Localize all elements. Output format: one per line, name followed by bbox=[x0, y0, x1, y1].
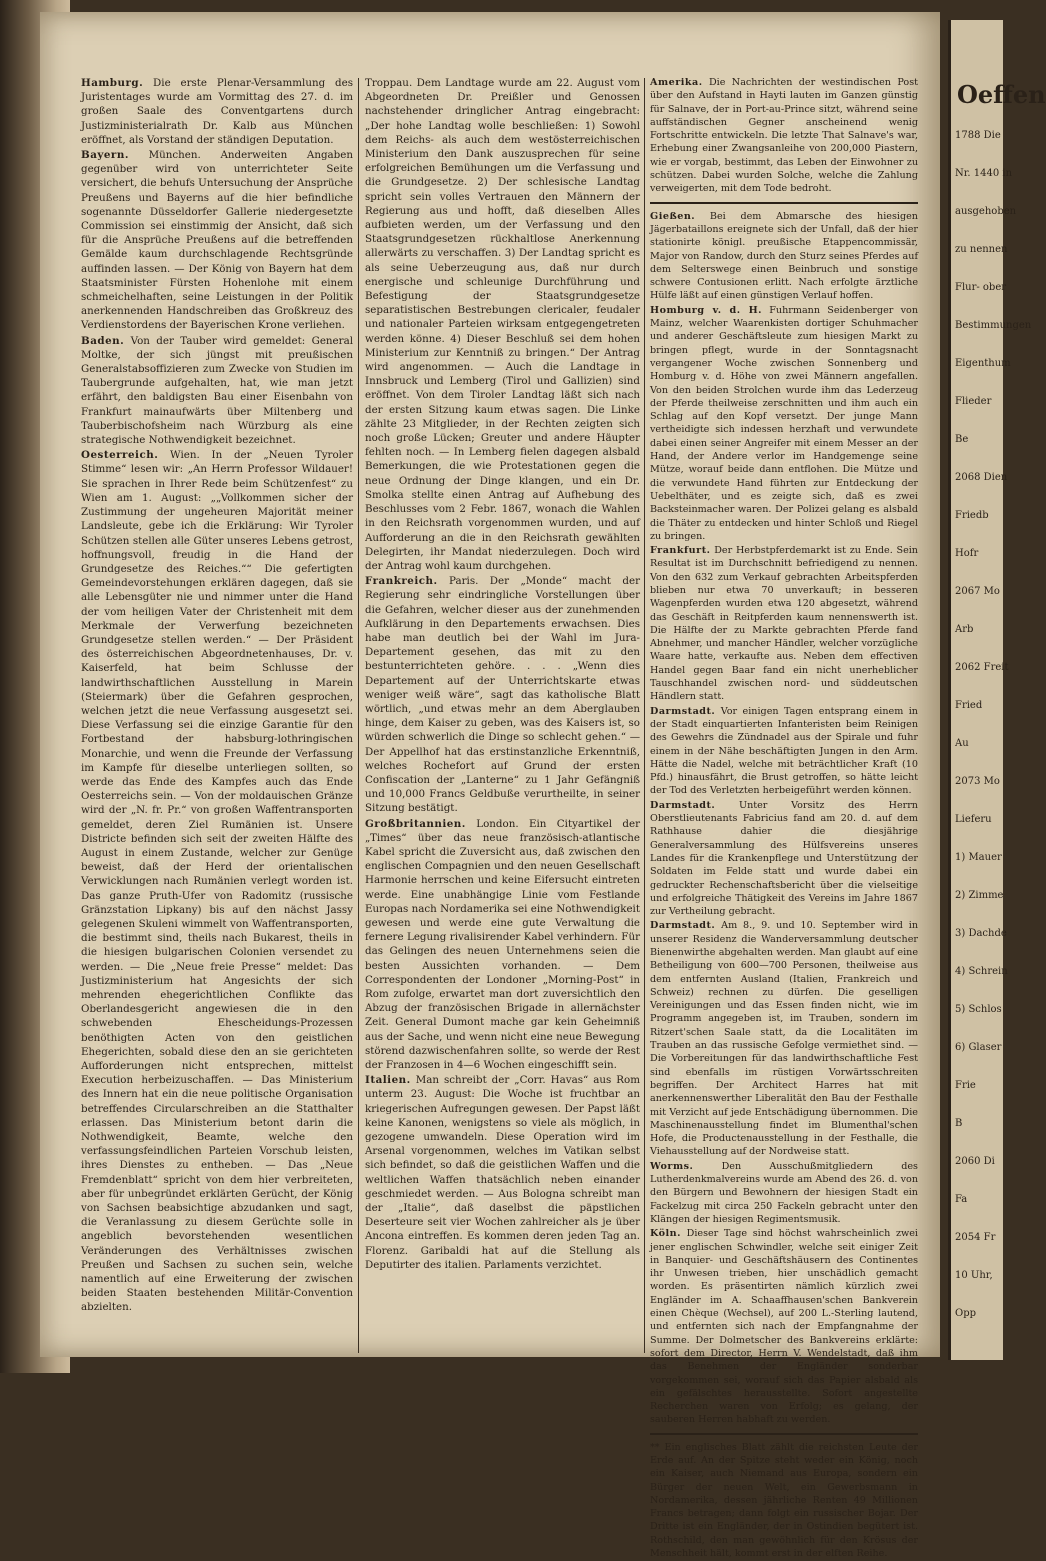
facing-page-line: Fried bbox=[955, 700, 983, 711]
article-text: München. Anderweiten Angaben gegenüber wird von unterrichteter Seite versichert, die behufs Untersuchung der Ansprüche Preußens und Bayerns auf die hier befindliche sogenannte Düsseldorfer Gallerie niedergesetzte Commission sei einstimmig der Ansicht, daß sich für die Ansprüche Preußens auf die betreffenden Gemälde kaum durchschlagende Rechtsgründe auffinden lassen. — Der König von Bayern hat dem Staatsminister Fürsten Hohenlohe mit einem schmeichelhaften, seine Leistungen in der Politik anerkennenden Handschreiben das Großkreuz des Verdienstordens der Bayerischen Krone verliehen. bbox=[81, 149, 353, 332]
article-text: London. Ein Cityartikel der „Times“ über das neue französisch-atlantische Kabel spricht die Zuversicht aus, daß zwischen den englischen Compagnien und den neuen Gesellschaft Harmonie herrschen und keine Eifersucht eintreten werde. Eine unabhängige Linie vom Festlande Europas nach Nordamerika sei eine Nothwendigkeit gewesen und werde eine gute Verwaltung die fernere Legung rivalisirender Kabel verhindern. Für das Gelingen des neuen Unternehmens seien die besten Aussichten vorhanden. — Dem Correspondenten der Londoner „Morning-Post“ in Rom zufolge, erwartet man dort zuversichtlich den Abzug der französischen Brigade in allernächster Zeit. General Dumont mache gar kein Geheimniß aus der Sache, und wenn nicht eine neue Bewegung störend dazwischenfahren sollte, so werde der Rest der Franzosen in 4—6 Wochen eingeschifft sein. bbox=[365, 817, 640, 1072]
facing-page-line: Opp bbox=[955, 1308, 977, 1319]
article-text: Der Herbstpferdemarkt ist zu Ende. Sein Resultat ist im Durchschnitt befriedigend zu nennen. Von den 632 zum Verkauf gebrachten Arbeitspferden blieben nur etwa 70 unverkauft; in besseren Wagenpferden wurden etwa 120 abgesetzt, während das Geschäft in Reitpferden kaum nennenswerth ist. Die Hälfte der zu Markte gebrachten Pferde fand Abnehmer, und mancher Händler, welcher vorzügliche Waare hatte, verkaufte aus. Neben dem effectiven Handel gegen Baar fand ein nicht unerheblicher Tauschhandel zwischen nord- und süddeutschen Händlern statt. bbox=[650, 545, 918, 703]
facing-page-line: Lieferu bbox=[955, 814, 992, 825]
article-text: Den Ausschußmitgliedern des Lutherdenkmalvereins wurde am Abend des 26. d. von den Bürgern und Bewohnern der hiesigen Stadt ein Fackelzug mit circa 250 Fackeln gebracht unter den Klängen der hiesigen Regimentsmusik. bbox=[650, 1160, 918, 1225]
article-paragraph bbox=[81, 448, 353, 1314]
facing-page-line: 5) Schlos bbox=[955, 1004, 1002, 1015]
facing-page-line: B bbox=[955, 1118, 963, 1129]
facing-page-line: 6) Glaser bbox=[955, 1042, 1002, 1053]
article-text: Wien. In der „Neuen Tyroler Stimme“ lesen wir: „An Herrn Professor Wildauer! Sie sprachen in Ihrer Rede beim Schützenfest“ zu Wien am 1. August: „„Vollkommen sicher der Zustimmung der ungeheuren Majorität meiner Landsleute, gebe ich die Erklärung: Wir Tyroler Schützen stellen alle Güter unseres Lebens getrost, hoffnungsvoll, freudig in die Hand der Grundgesetze des Reiches.““ Die gefertigten Gemeindevorstehungen erklären dagegen, daß sie alle Lebensgüter nie und nimmer unter die Hand der vom heiligen Vater der Christenheit mit dem Merkmale der Verwerfung bezeichneten Grundgesetze stellen werden.“ — Der Präsident des österreichischen Abgeordnetenhauses, Dr. v. Kaiserfeld, hat beim Schlusse der landwirthschaftlichen Ausstellung in Marein (Steiermark) über die Gefahren gesprochen, welchen jetzt die neue Verfassung ausgesetzt sei. Diese Verfassung sei die einzige Garantie für den Fortbestand der habsburg-lothringischen Monarchie, und wenn die Freunde der Verfassung im Kampfe für dieselbe unterliegen sollten, so werde das Ende des Kampfes auch das Ende Oesterreichs sein. — Von der moldauischen Gränze wird der „N. fr. Pr.“ von großen Waffentransporten gemeldet, deren Ziel Rumänien ist. Unsere Districte befinden sich seit der zweiten Hälfte des August in einem Zustande, welcher zur Genüge beweist, daß der Herd der orientalischen Verwicklungen nach Rumänien verlegt worden ist. Das ganze Pruth-Ufer von Radomitz (russische Gränzstation Lipkany) bis auf den nächst Jassy gelegenen Skuleni wimmelt von Waffentransporten, die bestimmt sind, theils nach Bukarest, theils in die hiesigen bulgarischen Colonien versendet zu werden. — Die „Neue freie Presse“ meldet: Das Justizministerium hat Angesichts der sich mehrenden ehegerichtlichen Conflikte das Oberlandesgericht angewiesen die in den schwebenden Ehescheidungs-Prozessen benöthigten Acten von den geistlichen Ehegerichten, sobald diese den an sie gerichteten Aufforderungen nicht entsprechen, mittelst Execution herbeizuschaffen. — Das Ministerium des Innern hat ein die neue politische Organisation betreffendes Circularschreiben an die Statthalter erlassen. Das Ministerium betont darin die Nothwendigkeit, Beamte, welche den verfassungsfeindlichen Parteien Vorschub leisten, ihres Dienstes zu entheben. — Das „Neue Fremdenblatt“ spricht von dem hier verbreiteten, aber für unbegründet erklärten Gerücht, der König von Sachsen beabsichtige abzudanken und sagt, die Veranlassung zu diesem Gerüchte solle in angeblich bevorstehenden wesentlichen Veränderungen des Verhältnisses zwischen Preußen und Sachsen zu suchen sein, welche namentlich auf eine Erweiterung der zwischen beiden Staaten bestehenden Militär-Convention abzielten. bbox=[81, 449, 353, 1314]
facing-page-line: Frie bbox=[955, 1080, 976, 1091]
facing-page-heading: Oeffen bbox=[957, 80, 1046, 109]
article-paragraph bbox=[650, 76, 918, 196]
column-1 bbox=[81, 76, 353, 1316]
column-rule-2 bbox=[644, 78, 645, 1353]
article-paragraph bbox=[650, 1227, 918, 1426]
article-paragraph bbox=[365, 1073, 640, 1272]
facing-page-line: 2) Zimme bbox=[955, 890, 1004, 901]
article-text: Vor einigen Tagen entsprang einem in der Stadt einquartierten Infanteristen beim Reinigen des Gewehrs die Zündnadel aus der Spirale und fuhr einem in der Nähe beschäftigten Jungen in den Arm. Hätte die Nadel, welche mit beträchtlicher Kraft (10 Pfd.) hinausfährt, die Brust getroffen, so hätte leicht der Tod des Verletzten herbeigeführt werden können. bbox=[650, 705, 918, 797]
article-text: ** Ein englisches Blatt zählt die reichsten Leute der Erde auf. An der Spitze steht weder ein König, noch ein Kaiser, auch Niemand aus Europa, sondern ein Bürger der neuen Welt, ein Gewerbsmann in Nordamerika, dessen jährliche Renten 49 Millionen Francs betragen; dann folgt ein russischer Bojar. Der Dritte ist ein Engländer, der in Ostindien begütert ist. Rothschild, den man gewöhnlich für den Krösus der Menschheit hält, kommt erst in der elften Reihe. bbox=[650, 1441, 918, 1560]
article-heading: Gießen. bbox=[650, 210, 696, 222]
column-rule-1 bbox=[358, 78, 359, 1353]
facing-page-line: Hofr bbox=[955, 548, 979, 559]
article-paragraph bbox=[650, 919, 918, 1158]
facing-page-line: 2067 Mo bbox=[955, 586, 1000, 597]
article-heading: Oesterreich. bbox=[81, 449, 159, 462]
article-heading: Bayern. bbox=[81, 149, 129, 162]
article-heading: Italien. bbox=[365, 1074, 411, 1087]
facing-page-line: ausgehoben bbox=[955, 206, 1017, 217]
section-divider bbox=[650, 202, 918, 204]
article-heading: Worms. bbox=[650, 1160, 694, 1172]
facing-page-line: 2054 Fr bbox=[955, 1232, 996, 1243]
article-heading: Großbritannien. bbox=[365, 817, 466, 830]
facing-page-line: Flur- ober bbox=[955, 282, 1007, 293]
article-text: Die erste Plenar-Versammlung des Juristentages wurde am Vormittag des 27. d. im großen Saale des Conventgartens durch Justizministerialrath Dr. Kalb aus München eröffnet, als Vorstand der ständigen Deputation. bbox=[81, 77, 353, 146]
article-paragraph bbox=[650, 544, 918, 704]
article-paragraph bbox=[365, 574, 640, 815]
article-paragraph bbox=[650, 1441, 918, 1561]
facing-page-line: Fa bbox=[955, 1194, 968, 1205]
facing-page-line: 2062 Freit bbox=[955, 662, 1009, 673]
facing-page-line: 3) Dachde bbox=[955, 928, 1007, 939]
article-text: Am 8., 9. und 10. September wird in unserer Residenz die Wanderversammlung deutscher Bienenwirthe abgehalten werden. Man glaubt auf eine Betheiligung von 600—700 Personen, theilweise aus dem entfernten Ausland (Italien, Frankreich und Schweiz) rechnen zu dürfen. Die geselligen Vereinigungen und das Essen finden nicht, wie im Programm angegeben ist, im Trauben, sondern im Ritzert'schen Saale statt, da die Localitäten im Trauben an das russische Gefolge vermiethet sind. — Die Vorbereitungen für das landwirthschaftliche Fest sind ebenfalls im rüstigen Vorwärtsschreiten begriffen. Der Architect Harres hat mit anerkennenswerther Liberalität den Bau der Festhalle mit Verzicht auf jede Entschädigung übernommen. Die Maschinenausstellung findet im Blumenthal'schen Hofe, die Productenausstellung in der Festhalle, die Viehausstellung auf der Nordweise statt. bbox=[650, 920, 918, 1158]
facing-page-line: 2060 Di bbox=[955, 1156, 995, 1167]
article-heading: Darmstadt. bbox=[650, 705, 716, 717]
facing-page-line: 2073 Mo bbox=[955, 776, 1000, 787]
article-paragraph bbox=[650, 1160, 918, 1226]
article-text: Von der Tauber wird gemeldet: General Moltke, der sich jüngst mit preußischen Generalstabsoffizieren zum Zwecke von Studien im Taubergrunde aufgehalten, hat, wie man jetzt erfährt, den baldigsten Bau einer Eisenbahn von Frankfurt mainaufwärts über Miltenberg und Tauberbischofsheim nach Würzburg als eine strategische Nothwendigkeit bezeichnet. bbox=[81, 334, 354, 447]
facing-page-line: Be bbox=[955, 434, 969, 445]
facing-page-line: Au bbox=[955, 738, 969, 749]
article-text: Bei dem Abmarsche des hiesigen Jägerbataillons ereignete sich der Unfall, daß der hier stationirte königl. preußische Etappencommissär, Major von Randow, durch den Sturz seines Pferdes auf dem Selterswege einen Beinbruch und sonstige schwere Contusionen erlitt. Nach erfolgte ärztliche Hülfe läßt auf einen günstigen Verlauf hoffen. bbox=[650, 210, 918, 302]
article-text: Dieser Tage sind höchst wahrscheinlich zwei jener englischen Schwindler, welche seit einiger Zeit in Banquier- und Geschäftshäusern des Continentes ihr Unwesen trieben, hier unschädlich gemacht worden. Es präsentirten nämlich kürzlich zwei Engländer im A. Schaaffhausen'schen Bankverein einen Chèque (Wechsel), auf 200 L.-Sterling lautend, und entfernten sich nach der Empfangnahme der Summe. Der Dolmetscher des Bankvereins erklärte: sofort dem Director, Herrn V. Wendelstadt, daß ihm das Benehmen der Engländer sonderbar vorgekommen sei, worauf sich das Papier alsbald als ein gefälschtes herausstellte. Sofort angestellte Recherchen waren von Erfolg; es gelang, der sauberen Herren habhaft zu werden. bbox=[650, 1228, 918, 1426]
article-heading: Köln. bbox=[650, 1228, 681, 1240]
article-heading: Hamburg. bbox=[81, 77, 144, 89]
facing-page-line: Arb bbox=[955, 624, 974, 635]
article-text: Paris. Der „Monde“ macht der Regierung sehr eindringliche Vorstellungen über die Gefahren, welcher dieser aus der zunehmenden Aufklärung in den Departements erwachsen. Dies habe man deutlich bei der Wahl im Jura-Departement gesehen, das mit zu den bestunterrichteten gehöre. . . . „Wenn dies Departement auf der Unterrichtskarte etwas weniger weiß wäre“, sagt das katholische Blatt wörtlich, „und etwas mehr an dem Aberglauben hinge, dem Kaiser zu geben, was des Kaisers ist, so würden schwerlich die Dinge so schlecht gehen.“ — Der Appellhof hat das erstinstanzliche Erkenntniß, welches Rochefort auf Grund der ersten Confiscation der „Lanterne“ zu 1 Jahr Gefängniß und 10,000 Francs Geldbuße verurtheilte, in seiner Sitzung bestätigt. bbox=[365, 575, 640, 815]
facing-page-fragment bbox=[948, 20, 1046, 1360]
article-paragraph bbox=[81, 148, 353, 333]
facing-page-line: Eigenthum bbox=[955, 358, 1011, 369]
article-heading: Darmstadt. bbox=[650, 799, 716, 811]
facing-page-line: Flieder bbox=[955, 396, 992, 407]
article-text: Die Nachrichten der westindischen Post über den Aufstand in Hayti lauten im Ganzen günstig für Salnave, der in Port-au-Prince sitzt, während seine auffständischen Gegner anscheinend wenig Fortschritte entwickeln. Die letzte That Salnave's war, Erhebung einer Zwangsanleihe von 200,000 Piastern, wie er vorgab, bestimmt, das Leben der Einwohner zu schützen. Dabei wurden Solche, welche die Zahlung verweigerten, mit dem Tode bedroht. bbox=[650, 77, 918, 195]
article-paragraph bbox=[650, 304, 918, 543]
facing-page-line: 2068 Dien bbox=[955, 472, 1008, 483]
facing-page-line: 10 Uhr, bbox=[955, 1270, 993, 1281]
article-paragraph bbox=[81, 334, 353, 448]
article-text: Man schreibt der „Corr. Havas“ aus Rom unterm 23. August: Die Woche ist fruchtbar an kriegerischen Aufregungen gewesen. Der Papst läßt keine Kanonen, wenigstens so viele als möglich, in gezogene umwandeln. Diese Operation wird im Arsenal vorgenommen, welches im Vatikan selbst sich befindet, so daß die geistlichen Waffen und die weltlichen Waffen thatsächlich neben einander geschmiedet werden. — Aus Bologna schreibt man der „Italie“, daß daselbst die päpstlichen Deserteure seit vier Wochen zahlreicher als je über Ancona eintreffen. Es kommen deren jeden Tag an. Florenz. Garibaldi hat auf die Stellung als Deputirter des italien. Parlaments verzichtet. bbox=[365, 1074, 640, 1271]
article-text: Unter Vorsitz des Herrn Oberstlieutenants Fabricius fand am 20. d. auf dem Rathhause dahier die diesjährige Generalversammlung des Hülfsvereins unseres Landes für die Krankenpflege und Unterstützung der Soldaten im Felde statt und wurde dabei ein gedruckter Rechenschaftsbericht über die vielseitige und erfolgreiche Thätigkeit des Vereins im Jahre 1867 zur Vertheilung gebracht. bbox=[650, 799, 918, 918]
article-text: Fuhrmann Seidenberger von Mainz, welcher Waarenkisten dortiger Schuhmacher und anderer Geschäftsleute zum hiesigen Markt zu bringen pflegt, wurde in der Sonntagsnacht vergangener Woche zwischen Sonnenberg und Homburg v. d. Höhe von zwei Männern angefallen. Von den beiden Strolchen wurde ihm das Lederzeug der Pferde theilweise zerschnitten und ihm auch ein Schlag auf den Kopf versetzt. Der junge Mann vertheidigte sich indessen herzhaft und verwundete dabei einen seiner Angreifer mit einem Messer an der Hand, der Andere verlor im Handgemenge seine Mütze, worauf beide dann entflohen. Die Mütze und die verwundete Hand führten zur Entdeckung der Uebelthäter, und es zeigte sich, daß es zwei Backsteinmacher waren. Der Polizei gelang es alsbald die Thäter zu entdecken und hinter Schloß und Riegel zu bringen. bbox=[650, 304, 918, 542]
article-paragraph bbox=[81, 76, 353, 147]
article-paragraph bbox=[365, 817, 640, 1073]
facing-page-line: 1788 Die bbox=[955, 130, 1001, 141]
article-paragraph bbox=[650, 210, 918, 303]
article-heading: Frankfurt. bbox=[650, 545, 711, 557]
article-heading: Frankreich. bbox=[365, 575, 438, 588]
article-heading: Baden. bbox=[81, 334, 125, 347]
article-paragraph bbox=[365, 76, 640, 573]
facing-page-line: 1) Mauer bbox=[955, 852, 1002, 863]
column-3 bbox=[650, 76, 918, 1561]
article-heading: Darmstadt. bbox=[650, 920, 716, 932]
facing-page-line: 4) Schrein bbox=[955, 966, 1008, 977]
article-heading: Amerika. bbox=[650, 77, 703, 88]
article-paragraph bbox=[650, 705, 918, 798]
article-paragraph bbox=[650, 799, 918, 919]
article-text: Troppau. Dem Landtage wurde am 22. August vom Abgeordneten Dr. Preißler und Genossen nachstehender dringlicher Antrag eingebracht: „Der hohe Landtag wolle beschließen: 1) Sowohl dem Reichs- als auch dem westösterreichischen Ministerium den Dank auszusprechen für seine erfolgreichen Bemühungen um die Verfassung und die Grundgesetze. 2) Der schlesische Landtag spricht sein volles Vertrauen den Männern der Regierung aus und hofft, daß dieselben Alles aufbieten werden, um der Verfassung und den Staatsgrundgesetzen rückhaltlose Anerkennung allerwärts zu verschaffen. 3) Der Landtag spricht es als seine Ueberzeugung aus, daß nur durch energische und schleunige Durchführung und Befestigung der Staatsgrundgesetze separatistischen Bestrebungen clericaler, feudaler und nationaler Parteien wirksam entgegengetreten werden könne. 4) Dieser Beschluß sei dem hohen Ministerium zur Kenntniß zu bringen.“ Der Antrag wird angenommen. — Auch die Landtage in Innsbruck und Lemberg (Tirol und Gallizien) sind eröffnet. Von dem Tiroler Landtag läßt sich nach der ersten Sitzung kaum etwas sagen. Die Linke zählte 23 Mitglieder, in der Rechten zeigten sich noch große Lücken; Greuter und andere Häupter fehlten noch. — In Lemberg fielen dagegen alsbald Bemerkungen, die wie Protestationen gegen die neue Ordnung der Dinge klangen, und ein Dr. Smolka stellte einen Antrag auf Aufhebung des Beschlusses vom 2 Febr. 1867, wonach die Wahlen in den Reichsrath vorgenommen wurden, und auf Aufforderung an die in den Reichsrath gewählten Delegirten, ihr Mandat niederzulegen. Doch wird der Antrag wohl kaum durchgehen. bbox=[365, 77, 640, 572]
facing-page-line: zu nennen bbox=[955, 244, 1008, 255]
column-2 bbox=[365, 76, 640, 1273]
facing-page-line: Nr. 1440 in bbox=[955, 168, 1013, 179]
facing-page-line: Friedb bbox=[955, 510, 989, 521]
facing-page-line: Bestimmungen bbox=[955, 320, 1032, 331]
section-divider bbox=[650, 1433, 918, 1435]
article-heading: Homburg v. d. H. bbox=[650, 304, 763, 316]
